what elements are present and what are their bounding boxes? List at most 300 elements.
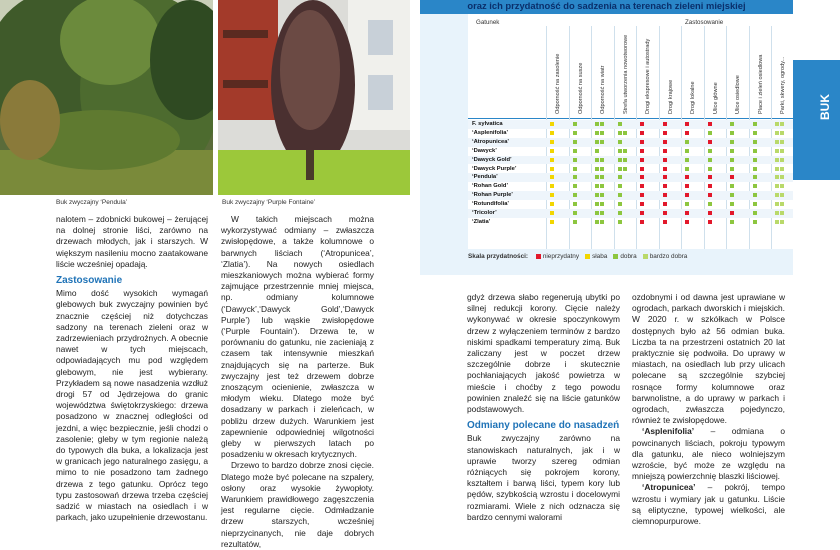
row-band [468, 191, 793, 200]
rating-square [753, 202, 757, 206]
rating-square [685, 211, 689, 215]
table-cell [708, 175, 713, 180]
table-cell [730, 140, 735, 145]
rating-square [573, 131, 577, 135]
table-cell [775, 211, 785, 216]
paragraph: gdyż drzewa słabo regenerują ubytki po silnej redukcji korony. Cięcie należy wykonywać w okresie spoczynkowym drzew z wyłączeniem terminów z bardzo niskimi spadkami temperatury zimą. Buk zaliczany jest w poczet drzew szczególnie dobrze i skutecznie pochłaniających jakość powietrza w mieście i choćby z tego powodu powinien znaleźć się na liście gatunków podstawowych. [467, 292, 620, 415]
rating-square [753, 193, 757, 197]
rating-square [623, 158, 627, 162]
table-cell [573, 220, 578, 225]
chapter-tab[interactable] [793, 60, 840, 180]
rating-square [780, 149, 784, 153]
legend-item: dobra [620, 253, 637, 260]
rating-square [573, 158, 577, 162]
rating-square [595, 202, 599, 206]
header-divider [468, 118, 793, 119]
table-cell [775, 122, 785, 127]
variety-atropunicea: ‘Atropunicea’ [642, 482, 696, 493]
table-cell [550, 193, 555, 198]
table-cell [730, 193, 735, 198]
rating-square [618, 211, 622, 215]
rating-square [708, 175, 712, 179]
rating-square [685, 131, 689, 135]
table-cell [573, 202, 578, 207]
rating-square [663, 193, 667, 197]
rating-square [595, 175, 599, 179]
legend-swatch [585, 254, 590, 259]
table-cell [730, 220, 735, 225]
rating-square [753, 140, 757, 144]
text-column-4 [632, 292, 785, 527]
photo-purple-fontaine [218, 0, 410, 195]
table-cell [753, 184, 758, 189]
table-cell [618, 122, 623, 127]
row-band [468, 138, 793, 147]
row-band [468, 120, 793, 129]
rating-square [595, 193, 599, 197]
table-row-label: F. sylvatica [472, 121, 503, 127]
rating-square [685, 167, 689, 171]
variety-asplenifolia: ‘Asplenifolia’ [642, 426, 695, 437]
section-heading-odmiany: Odmiany polecane do nasadzeń [467, 420, 620, 432]
rating-square [685, 158, 689, 162]
paragraph: Drzewo to bardzo dobrze znosi cięcie. Dlatego może być polecane na szpalery, osłony oraz wysokie żywopłoty. Warunkiem prawidłowego zagęszczenia jest regularne cięcie. Odmładzanie drzew starszych, wcześniej nieprzycinanych, nie daje dobrych rezultatów, [221, 460, 374, 549]
table-cell [640, 211, 645, 216]
paragraph-atropunicea [632, 482, 785, 527]
table-cell [663, 140, 668, 145]
rating-square [600, 193, 604, 197]
table-cell [640, 167, 645, 172]
table-cell [640, 175, 645, 180]
rating-square [730, 149, 734, 153]
legend-item: bardzo dobra [649, 253, 688, 260]
rating-square [775, 167, 779, 171]
table-cell [708, 140, 713, 145]
table-cell [753, 122, 758, 127]
rating-square [730, 167, 734, 171]
table-cell [640, 149, 645, 154]
table-cell [550, 211, 555, 216]
table-cell [730, 122, 735, 127]
legend-label: Skala przydatności: [468, 253, 529, 260]
rating-square [573, 202, 577, 206]
table-cell [775, 131, 785, 136]
table-cell [618, 202, 623, 207]
table-cell [708, 202, 713, 207]
rating-square [640, 131, 644, 135]
rating-square [775, 220, 779, 224]
table-cell [775, 158, 785, 163]
table-cell [708, 167, 713, 172]
rating-square [573, 167, 577, 171]
table-cell [640, 220, 645, 225]
column-header: Place i zieleń osiedlowa [757, 54, 764, 114]
rating-square [550, 122, 554, 126]
table-cell [708, 184, 713, 189]
rating-square [753, 211, 757, 215]
rating-square [780, 211, 784, 215]
table-cell [775, 175, 785, 180]
table-cell [663, 131, 668, 136]
table-cell [663, 167, 668, 172]
table-cell [663, 158, 668, 163]
table-cell [753, 131, 758, 136]
table-cell [753, 158, 758, 163]
rating-square [618, 220, 622, 224]
table-cell [775, 220, 785, 225]
table-cell [573, 140, 578, 145]
table-cell [573, 175, 578, 180]
rating-square [730, 202, 734, 206]
table-cell [618, 140, 623, 145]
rating-square [640, 220, 644, 224]
rating-square [550, 211, 554, 215]
rating-square [685, 140, 689, 144]
rating-square [708, 158, 712, 162]
table-cell [640, 184, 645, 189]
rating-square [640, 158, 644, 162]
rating-square [618, 202, 622, 206]
rating-square [775, 175, 779, 179]
photo-pendula [0, 0, 213, 195]
table-row-label: ‘Tricolor’ [472, 210, 497, 216]
rating-square [730, 158, 734, 162]
table-cell [753, 211, 758, 216]
table-cell [708, 158, 713, 163]
rating-square [595, 167, 599, 171]
suitability-table [468, 14, 793, 249]
legend-item: nieprzydatny [542, 253, 580, 260]
legend [468, 253, 687, 260]
table-cell [730, 202, 735, 207]
table-cell [550, 131, 555, 136]
rating-square [640, 140, 644, 144]
rating-square [753, 175, 757, 179]
rating-square [730, 175, 734, 179]
rating-square [753, 149, 757, 153]
table-cell [753, 193, 758, 198]
rating-square [775, 158, 779, 162]
rating-square [663, 167, 667, 171]
header-zastosowanie: Zastosowanie [685, 19, 724, 26]
rating-square [730, 122, 734, 126]
rating-square [573, 211, 577, 215]
table-cell [753, 220, 758, 225]
table-cell [550, 184, 555, 189]
rating-square [685, 184, 689, 188]
rating-square [780, 220, 784, 224]
table-cell [573, 158, 578, 163]
rating-square [780, 193, 784, 197]
legend-swatch [643, 254, 648, 259]
variety-text: – pokrój, tempo wzrostu i wymiary jak u gatunku. Liście są eliptyczne, typowej wielkości, ale ciemnopurpurowe. [632, 482, 785, 527]
rating-square [550, 193, 554, 197]
table-cell [595, 184, 605, 189]
rating-square [640, 149, 644, 153]
table-cell [618, 175, 623, 180]
table-cell [685, 131, 690, 136]
rating-square [573, 122, 577, 126]
table-cell [573, 122, 578, 127]
table-cell [573, 184, 578, 189]
rating-square [640, 202, 644, 206]
rating-square [780, 167, 784, 171]
table-cell [708, 220, 713, 225]
rating-square [618, 175, 622, 179]
rating-square [780, 158, 784, 162]
paragraph: nalotem – zdobnicki bukowej – żerującej na dolnej stronie liści, zarówno na drzewach młodych, jak i starszych. W większym nasileniu mocno zaatakowane liście wcześniej opadają. [56, 214, 208, 269]
rating-square [780, 175, 784, 179]
rating-square [600, 167, 604, 171]
rating-square [730, 220, 734, 224]
rating-square [618, 149, 622, 153]
table-cell [708, 193, 713, 198]
table-cell [730, 131, 735, 136]
table-cell [730, 184, 735, 189]
rating-square [780, 122, 784, 126]
table-cell [775, 193, 785, 198]
table-cell [595, 202, 605, 207]
rating-square [623, 131, 627, 135]
rating-square [753, 184, 757, 188]
table-cell [595, 211, 605, 216]
rating-square [595, 211, 599, 215]
table-cell [775, 167, 785, 172]
column-header: Odporność na wiatr [600, 65, 606, 114]
table-cell [663, 122, 668, 127]
rating-square [663, 131, 667, 135]
table-cell [663, 149, 668, 154]
rating-square [780, 140, 784, 144]
rating-square [550, 175, 554, 179]
table-cell [663, 220, 668, 225]
rating-square [618, 193, 622, 197]
rating-square [618, 131, 622, 135]
rating-square [618, 184, 622, 188]
table-cell [550, 220, 555, 225]
rating-square [618, 140, 622, 144]
table-cell [573, 149, 578, 154]
table-cell [685, 220, 690, 225]
table-cell [685, 158, 690, 163]
rating-square [573, 184, 577, 188]
table-cell [730, 167, 735, 172]
column-header: Odporność na zasolenie [555, 53, 561, 114]
rating-square [685, 193, 689, 197]
rating-square [663, 220, 667, 224]
table-cell [685, 202, 690, 207]
table-cell [550, 167, 555, 172]
rating-square [600, 131, 604, 135]
table-cell [640, 202, 645, 207]
rating-square [550, 158, 554, 162]
table-cell [618, 220, 623, 225]
table-row-label: ‘Rotundifolia’ [472, 201, 510, 208]
column-header: Strefa utworzenia nowotworowe [622, 34, 629, 114]
table-cell [753, 175, 758, 180]
table-cell [618, 131, 628, 136]
rating-square [595, 158, 599, 162]
table-row-label: ‘Rohan Gold’ [472, 183, 509, 190]
text-column-3 [467, 292, 620, 523]
rating-square [600, 140, 604, 144]
table-cell [595, 175, 605, 180]
table-cell [618, 149, 628, 154]
column-header: Ulice główne [712, 82, 719, 114]
table-cell [618, 193, 623, 198]
rating-square [775, 193, 779, 197]
text-column-2 [221, 214, 374, 550]
table-cell [663, 202, 668, 207]
paragraph: W takich miejscach można wykorzystywać odmiany – zwłaszcza zwisłopędowe, a także kolumnowe o barwnych liściach (‘Atropunicea’, ‘Zlatia’). Na nowych osiedlach mieszkaniowych można wybierać formy zajmujące przestrzennie mniej miejsca, np. odmiany kolumnowe (‘Dawyck’,‘Dawyck Gold’,‘Dawyck Purple’) lub wąskie zwisłopędowe (‘Purple Fountain’). Drzewa te, w porównaniu do gatunku, nie zacieniają z czasem tak intensywnie mieszkań znajdujących się na parterze. Buk zwyczajny jest też drzewem dobrze znoszącym ocienienie, zwłaszcza w młodym wieku. Dlatego może być dosadzany w parkach i zieleńcach, w pobliżu drzew dużych. Warunkiem jest zapewnienie odpowiedniej wilgotności gleby w pierwszych latach po posadzeniu w okresach krytycznych. [221, 214, 374, 460]
table-cell [595, 149, 600, 154]
table-cell [663, 184, 668, 189]
table-row-label: ‘Dawyck’ [472, 147, 497, 154]
table-cell [550, 158, 555, 163]
rating-square [573, 149, 577, 153]
table-cell [685, 211, 690, 216]
rating-square [663, 211, 667, 215]
rating-square [640, 167, 644, 171]
table-cell [595, 193, 605, 198]
rating-square [600, 184, 604, 188]
table-cell [730, 158, 735, 163]
rating-square [550, 140, 554, 144]
rating-square [550, 149, 554, 153]
table-cell [753, 167, 758, 172]
rating-square [600, 211, 604, 215]
table-cell [775, 202, 785, 207]
rating-square [685, 149, 689, 153]
rating-square [600, 158, 604, 162]
table-cell [685, 167, 690, 172]
column-header: Drogi krajowe [667, 79, 674, 114]
table-cell [730, 211, 735, 216]
rating-square [708, 131, 712, 135]
table-cell [550, 122, 555, 127]
rating-square [730, 184, 734, 188]
table-cell [595, 220, 605, 225]
rating-square [708, 149, 712, 153]
table-cell [640, 158, 645, 163]
legend-swatch [613, 254, 618, 259]
table-cell [595, 140, 605, 145]
table-cell [753, 149, 758, 154]
table-row-label: ‘Dawyck Purple’ [472, 165, 517, 172]
table-cell [640, 131, 645, 136]
rating-square [573, 193, 577, 197]
table-row-label: ‘Rohan Purple’ [472, 192, 513, 199]
rating-square [730, 131, 734, 135]
caption-purple-fontaine: Buk zwyczajny ‘Purple Fontaine’ [222, 199, 316, 206]
rating-square [640, 211, 644, 215]
rating-square [550, 167, 554, 171]
rating-square [618, 122, 622, 126]
table-cell [618, 184, 623, 189]
row-band [468, 209, 793, 218]
rating-square [775, 184, 779, 188]
caption-pendula: Buk zwyczajny ‘Pendula’ [56, 199, 128, 206]
rating-square [780, 131, 784, 135]
table-cell [685, 149, 690, 154]
header-gatunek: Gatunek [476, 19, 500, 26]
rating-square [775, 202, 779, 206]
table-cell [595, 122, 605, 127]
table-cell [550, 140, 555, 145]
column-header: Parki, skwery, ogrody... [780, 56, 786, 114]
paragraph: ozdobnymi i od dawna jest uprawiane w ogrodach, parkach dworskich i miejskich. W 2020 r. w szkółkach w Polsce dostępnych było aż 56 odmian buka. Liczba ta na przestrzeni ostatnich 20 lat praktycznie się podwoiła. Do uprawy w miastach, na osiedlach lub przy ulicach polecane są szczególnie szybciej rosnące formy kolumnowe oraz barwnolistne, a do uprawy w parkach i ogrodach, zwłaszcza pojedynczo, również te zwisłopędowe. [632, 292, 785, 426]
table-cell [640, 122, 645, 127]
rating-square [780, 184, 784, 188]
rating-square [775, 140, 779, 144]
table-cell [618, 167, 628, 172]
rating-square [595, 140, 599, 144]
rating-square [708, 193, 712, 197]
rating-square [600, 175, 604, 179]
table-cell [573, 211, 578, 216]
section-heading-zastosowanie: Zastosowanie [56, 275, 123, 287]
rating-square [753, 158, 757, 162]
table-row-label: ‘Pendula’ [472, 174, 498, 181]
rating-square [753, 122, 757, 126]
paragraph-asplenifolia [632, 426, 785, 482]
rating-square [550, 184, 554, 188]
table-row-label: ‘Zlatia’ [472, 218, 491, 225]
table-cell [708, 211, 713, 216]
table-cell [595, 167, 605, 172]
rating-square [708, 220, 712, 224]
column-header: Drogi ekspresowe i autostrady [645, 38, 651, 114]
rating-square [780, 202, 784, 206]
table-cell [663, 193, 668, 198]
column-header: Drogi lokalne [690, 81, 696, 114]
table-cell [685, 175, 690, 180]
table-cell [708, 131, 713, 136]
table-cell [775, 184, 785, 189]
rating-square [685, 220, 689, 224]
table-cell [595, 131, 605, 136]
table-cell [550, 175, 555, 180]
table-cell [708, 149, 713, 154]
rating-square [595, 220, 599, 224]
rating-square [618, 158, 622, 162]
rating-square [708, 140, 712, 144]
table-cell [618, 211, 623, 216]
table-cell [775, 149, 785, 154]
table-title: oraz ich przydatność do sadzenia na terenach zieleni miejskiej [420, 0, 793, 14]
rating-square [663, 158, 667, 162]
rating-square [595, 122, 599, 126]
rating-square [708, 122, 712, 126]
rating-square [775, 131, 779, 135]
table-cell [685, 122, 690, 127]
rating-square [623, 167, 627, 171]
rating-square [663, 149, 667, 153]
table-cell [730, 175, 735, 180]
rating-square [573, 220, 577, 224]
rating-square [775, 211, 779, 215]
rating-square [708, 184, 712, 188]
legend-item: słaba [592, 253, 608, 260]
rating-square [730, 211, 734, 215]
rating-square [663, 122, 667, 126]
rating-square [640, 193, 644, 197]
table-cell [685, 184, 690, 189]
rating-square [663, 175, 667, 179]
rating-square [600, 220, 604, 224]
table-row-label: ‘Asplenifolia’ [472, 129, 509, 136]
table-cell [685, 140, 690, 145]
